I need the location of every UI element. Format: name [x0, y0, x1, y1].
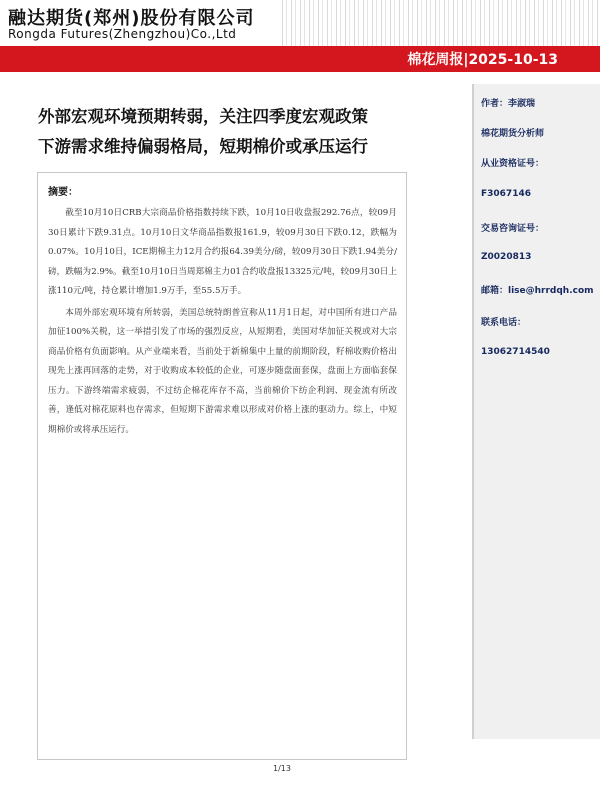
title-line-2: 下游需求维持偏弱格局，短期棉价或承压运行	[38, 137, 368, 156]
report-tag: 棉花周报|2025-10-13	[407, 52, 558, 68]
report-title	[38, 102, 438, 162]
author-role: 棉花期货分析师	[481, 129, 545, 139]
company-name-cn: 融达期货(郑州)股份有限公司	[8, 8, 255, 29]
phone-number: 13062714540	[481, 347, 550, 357]
qualification-label: 从业资格证号：	[481, 159, 545, 169]
consult-number: Z0020813	[481, 252, 532, 262]
abstract-paragraph-1: 截至10月10日CRB大宗商品价格指数持续下跌，10月10日收盘报292.76点，较09月30日累计下跌9.31点。10月10日文华商品指数报161.9，较09月30日下跌0.12，跌幅为0.07%。10月10日，ICE期棉主力12月合约报64.39美分/磅，较09月30日下跌1.94美分/磅，跌幅为2.9%。截至10月10日当周郑棉主力01合约收盘报13325元/吨，较09月30日上涨110元/吨，持仓累计增加1.9万手，至55.5万手。	[48, 208, 397, 296]
decorative-stripes	[282, 0, 600, 46]
qualification-number: F3067146	[481, 189, 531, 199]
email[interactable]: 邮箱：lise@hrrdqh.com	[481, 286, 594, 296]
abstract-box	[37, 172, 407, 760]
abstract-label: 摘要：	[48, 187, 78, 198]
abstract-paragraph-2: 本周外部宏观环境有所转弱，美国总统特朗普宣称从11月1日起，对中国所有进口产品加征100%关税，这一举措引发了市场的强烈反应，从短期看，美国对华加征关税或对大宗商品价格有负面影响。从产业端来看，当前处于新棉集中上量的前期阶段，籽棉收购价格出现先上涨再回落的走势，对于收购成本较低的企业，可逐步随盘面套保，盘面上方面临套保压力。下游终端需求疲弱，不过纺企棉花库存不高，当前棉价下纺企利润、现金流有所改善，逢低对棉花原料也存需求，但短期下游需求难以形成对价格上涨的驱动力。综上，中短期棉价或将承压运行。	[48, 307, 397, 435]
author-sidebar	[472, 84, 600, 739]
phone-label: 联系电话：	[481, 318, 527, 328]
title-line-1: 外部宏观环境预期转弱，关注四季度宏观政策	[38, 107, 368, 126]
consult-label: 交易咨询证号：	[481, 224, 545, 234]
author-name: 作者：李淑瑞	[481, 99, 536, 109]
page-header	[0, 0, 600, 48]
company-name-en: Rongda Futures(Zhengzhou)Co.,Ltd	[8, 27, 237, 41]
page-number: 1/13	[273, 764, 291, 773]
